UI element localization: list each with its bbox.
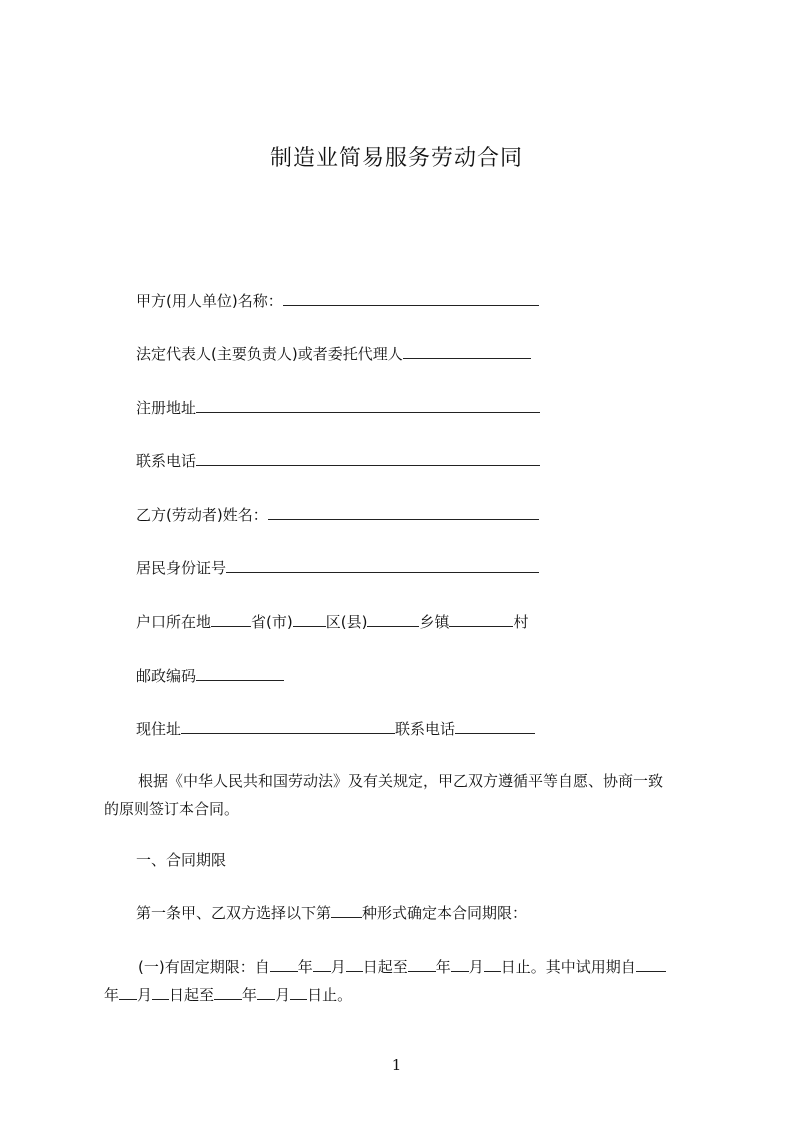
- clause-text: 月: [137, 986, 153, 1004]
- field-label: 省(市): [251, 613, 293, 631]
- fill-blank[interactable]: [226, 558, 539, 573]
- field-label: 乡镇: [419, 613, 450, 631]
- fill-blank[interactable]: [181, 719, 395, 734]
- fill-blank[interactable]: [293, 612, 326, 627]
- field-phone-a: [136, 451, 540, 471]
- clause-text: 日止。: [307, 986, 353, 1004]
- preamble-paragraph: [104, 767, 704, 823]
- fill-blank[interactable]: [449, 612, 513, 627]
- field-label: 甲方(用人单位)名称：: [136, 292, 283, 310]
- field-label: 法定代表人(主要负责人)或者委托代理人: [136, 345, 403, 363]
- field-party-b-name: [136, 505, 539, 525]
- fill-blank[interactable]: [403, 344, 531, 359]
- clause-text: 日起至: [362, 958, 408, 976]
- field-label: 联系电话: [136, 452, 197, 470]
- fill-blank[interactable]: [268, 505, 539, 520]
- fill-blank[interactable]: [331, 903, 362, 918]
- fill-blank[interactable]: [211, 612, 251, 627]
- fill-blank[interactable]: [367, 612, 419, 627]
- fill-blank[interactable]: [346, 957, 363, 972]
- field-label: 现住址: [136, 720, 182, 738]
- document-title: 制造业简易服务劳动合同: [269, 146, 523, 171]
- fill-blank[interactable]: [152, 985, 169, 1000]
- clause-text: (一)有固定期限：自: [138, 958, 270, 976]
- fill-blank[interactable]: [484, 957, 501, 972]
- field-label: 注册地址: [136, 399, 197, 417]
- fill-blank[interactable]: [455, 719, 535, 734]
- fill-blank[interactable]: [196, 666, 284, 681]
- fill-blank[interactable]: [636, 957, 666, 972]
- field-legal-representative: [136, 344, 531, 364]
- fill-blank[interactable]: [257, 985, 275, 1000]
- field-label: 居民身份证号: [136, 559, 227, 577]
- clause-text: 年: [435, 958, 451, 976]
- fill-blank[interactable]: [451, 957, 469, 972]
- field-label: 区(县): [325, 613, 368, 631]
- field-id-number: [136, 558, 539, 578]
- fill-blank[interactable]: [270, 957, 298, 972]
- field-label: 邮政编码: [136, 667, 197, 685]
- field-label: 户口所在地: [136, 613, 212, 631]
- article-1: [136, 903, 527, 923]
- clause-text: 月: [275, 986, 291, 1004]
- field-label: 联系电话: [395, 720, 456, 738]
- clause-fixed-term: [104, 953, 704, 1009]
- field-label: 乙方(劳动者)姓名：: [136, 506, 268, 524]
- field-current-address: [136, 719, 535, 739]
- fill-blank[interactable]: [196, 398, 540, 413]
- fill-blank[interactable]: [196, 451, 540, 466]
- fill-blank[interactable]: [313, 957, 331, 972]
- section-heading-contract-term: 一、合同期限: [136, 851, 227, 869]
- field-hukou: [136, 612, 528, 632]
- article-text: 种形式确定本合同期限：: [362, 904, 528, 922]
- field-party-a-name: [136, 291, 539, 311]
- field-registered-address: [136, 398, 540, 418]
- clause-text: 年: [242, 986, 258, 1004]
- preamble-line-1: 根据《中华人民共和国劳动法》及有关规定，甲乙双方遵循平等自愿、协商一致: [138, 772, 664, 790]
- fill-blank[interactable]: [214, 985, 242, 1000]
- clause-text: 年: [104, 986, 120, 1004]
- field-label: 村: [513, 613, 529, 631]
- fill-blank[interactable]: [283, 291, 539, 306]
- clause-text: 日止。其中试用期自: [500, 958, 636, 976]
- fill-blank[interactable]: [408, 957, 436, 972]
- fill-blank[interactable]: [290, 985, 307, 1000]
- clause-text: 年: [297, 958, 313, 976]
- article-text: 第一条甲、乙双方选择以下第: [136, 904, 332, 922]
- clause-text: 日起至: [169, 986, 215, 1004]
- fill-blank[interactable]: [119, 985, 137, 1000]
- clause-text: 月: [330, 958, 346, 976]
- clause-text: 月: [468, 958, 484, 976]
- page-number: 1: [391, 1056, 402, 1074]
- preamble-line-2: 的原则签订本合同。: [104, 800, 240, 818]
- field-postal-code: [136, 666, 284, 686]
